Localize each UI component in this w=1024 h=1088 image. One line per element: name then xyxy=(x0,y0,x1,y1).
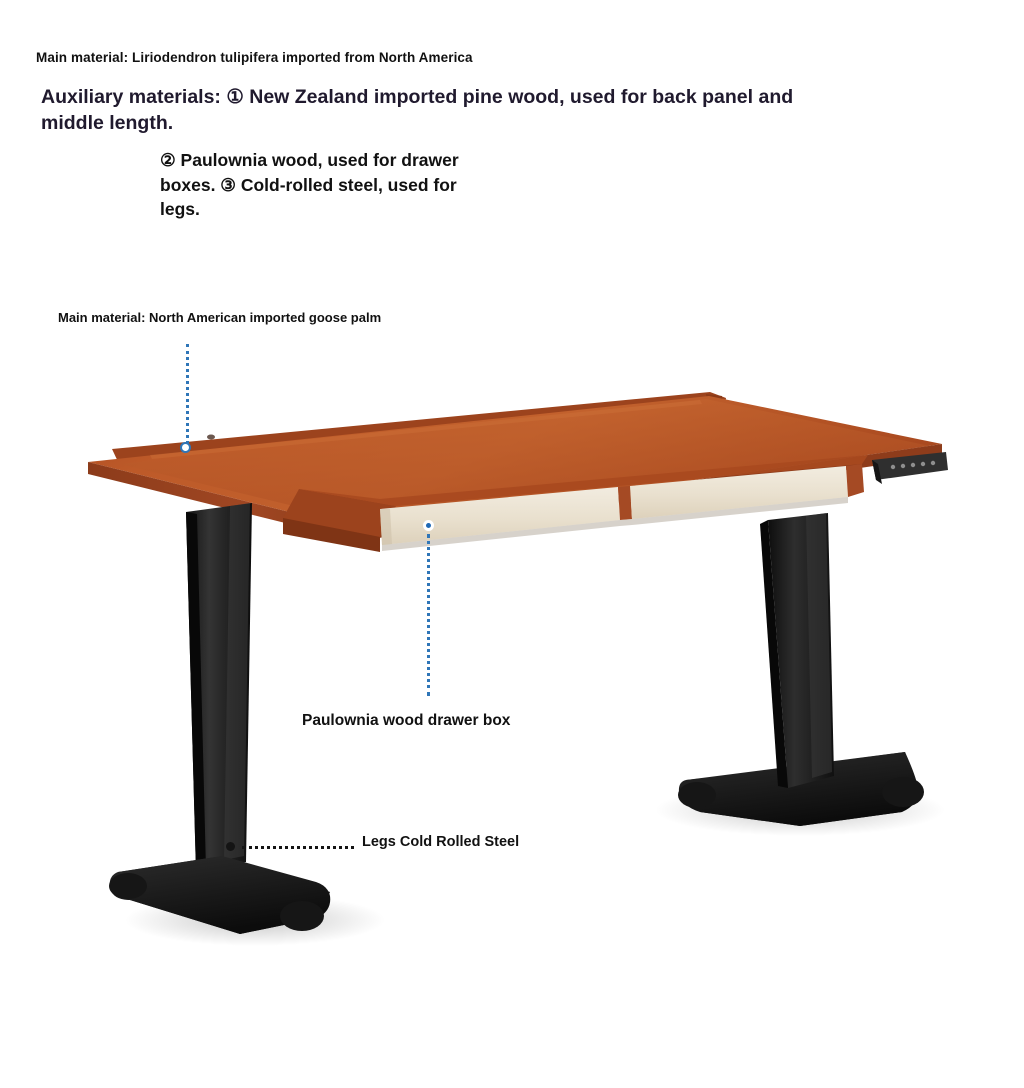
drawer-divider xyxy=(618,486,632,520)
callout-dot-legs[interactable] xyxy=(226,842,235,851)
leader-line-legs xyxy=(242,846,354,849)
auxiliary-materials-caption: Auxiliary materials: ① New Zealand imported pine wood, used for back panel and middle length. xyxy=(41,86,794,134)
callout-label-drawer-box: Paulownia wood drawer box xyxy=(302,712,511,729)
main-material-caption: Main material: Liriodendron tulipifera imported from North America xyxy=(36,50,473,65)
auxiliary-materials-caption-2: ② Paulownia wood, used for drawer boxes. ③ Cold-rolled steel, used for legs. xyxy=(160,150,459,219)
callout-dot-drawer[interactable] xyxy=(423,520,434,531)
leader-line-drawer xyxy=(427,534,430,696)
callout-label-desktop-material: Main material: North American imported goose palm xyxy=(58,310,382,325)
leg-right xyxy=(678,513,924,826)
callout-label-legs: Legs Cold Rolled Steel xyxy=(362,834,520,850)
leader-line-desktop xyxy=(186,344,189,444)
leg-left xyxy=(109,503,330,934)
callout-dot-desktop[interactable] xyxy=(180,442,191,453)
